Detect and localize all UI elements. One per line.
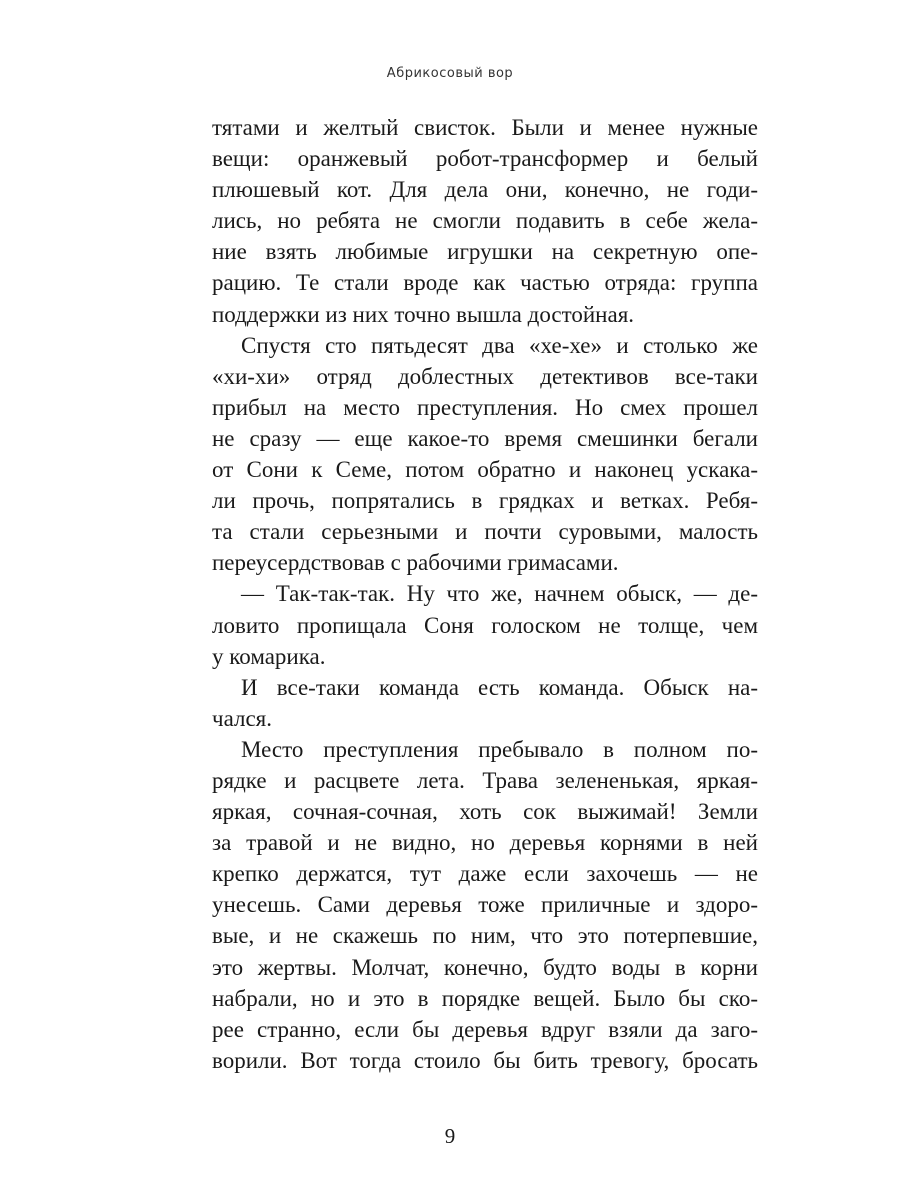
text-line: вые, и не скажешь по ним, что это потерпевшие, (212, 923, 758, 949)
text-line: И все-таки команда есть команда. Обыск на- (241, 674, 758, 700)
page-number: 9 (444, 1124, 456, 1148)
text-line: «хи-хи» отряд доблестных детективов все-таки (212, 363, 758, 389)
text-line: Спустя сто пятьдесят два «хе-хе» и столько же (241, 332, 758, 358)
paragraph (212, 734, 758, 1076)
text-line: переусердствовав с рабочими гримасами. (212, 550, 619, 576)
text-line: Место преступления пребывало в полном по- (241, 736, 758, 762)
text-line: ние взять любимые игрушки на секретную опе- (212, 239, 758, 265)
body-text (212, 112, 758, 1076)
paragraph (212, 112, 758, 330)
text-line: не сразу — еще какое-то время смешинки бегали (212, 425, 758, 451)
paragraph (212, 330, 758, 579)
text-line: рацию. Те стали вроде как частью отряда: группа (212, 270, 758, 296)
text-line: ворили. Вот тогда стоило бы бить тревогу, бросать (212, 1047, 758, 1073)
paragraph (212, 672, 758, 734)
text-line: — Так-так-так. Ну что же, начнем обыск, — де- (241, 581, 758, 607)
text-line: чался. (212, 705, 272, 731)
text-line: прибыл на место преступления. Но смех прошел (212, 394, 758, 420)
text-line: за травой и не видно, но деревья корнями в ней (212, 830, 758, 856)
paragraph (212, 578, 758, 671)
text-line: вещи: оранжевый робот-трансформер и белый (212, 146, 758, 172)
text-line: та стали серьезными и почти суровыми, малость (212, 519, 758, 545)
text-line: у комарика. (212, 643, 326, 669)
text-line: тятами и желтый свисток. Были и менее нужные (212, 115, 758, 140)
text-line: яркая, сочная-сочная, хоть сок выжимай! Земли (212, 799, 758, 825)
text-line: поддержки из них точно вышла достойная. (212, 301, 635, 327)
text-line: ли прочь, попрятались в грядках и ветках. Ребя- (212, 488, 758, 514)
text-line: набрали, но и это в порядке вещей. Было бы ско- (212, 985, 758, 1011)
text-line: рядке и расцвете лета. Трава зелененькая, яркая- (212, 767, 758, 793)
text-line: рее странно, если бы деревья вдруг взяли да заго- (212, 1016, 758, 1042)
text-line: ловито пропищала Соня голоском не толще, чем (212, 612, 758, 638)
text-line: унесешь. Сами деревья тоже приличные и здоро- (212, 892, 758, 918)
text-line: лись, но ребята не смогли подавить в себе жела- (212, 208, 758, 234)
text-line: плюшевый кот. Для дела они, конечно, не годи- (212, 177, 758, 203)
text-line: от Сони к Семе, потом обратно и наконец ускака- (212, 457, 758, 483)
text-line: крепко держатся, тут даже если захочешь — не (212, 861, 758, 887)
running-title: Абрикосовый вор (386, 66, 514, 81)
text-line: это жертвы. Молчат, конечно, будто воды в корни (212, 954, 758, 980)
